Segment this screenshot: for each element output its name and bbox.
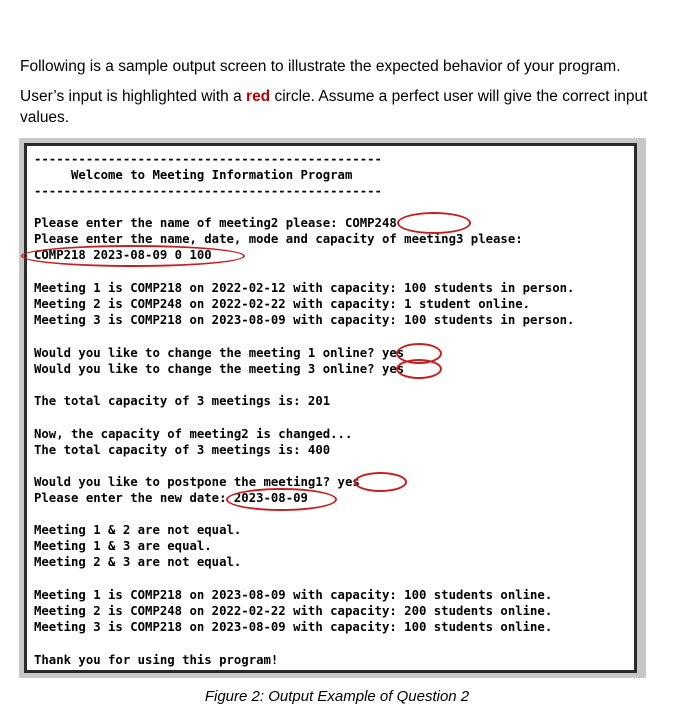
console-line: Thank you for using this program! bbox=[34, 653, 279, 667]
console-line: Meeting 1 is COMP218 on 2023-08-09 with capacity: 100 students online. bbox=[34, 588, 553, 602]
intro-text-after: circle. Assume a perfect user will give the correct input values. bbox=[20, 88, 648, 126]
console-line: COMP218 2023-08-09 0 100 bbox=[34, 248, 212, 262]
console-line: The total capacity of 3 meetings is: 201 bbox=[34, 394, 331, 408]
console-line: Meeting 1 & 3 are equal. bbox=[34, 539, 212, 553]
console-line: Would you like to change the meeting 1 online? yes bbox=[34, 346, 405, 360]
console-line: Would you like to change the meeting 3 online? yes bbox=[34, 362, 405, 376]
console-line: Please enter the name of meeting2 please: COMP248 bbox=[34, 216, 397, 230]
console-line: Please enter the new date: 2023-08-09 bbox=[34, 491, 308, 505]
user-input-highlight bbox=[397, 212, 471, 234]
console-line: Meeting 2 is COMP248 on 2022-02-22 with capacity: 1 student online. bbox=[34, 297, 531, 311]
console-line: The total capacity of 3 meetings is: 400 bbox=[34, 443, 331, 457]
console-line: Welcome to Meeting Information Program bbox=[34, 168, 353, 182]
user-input-highlight bbox=[21, 245, 245, 267]
figure-caption: Figure 2: Output Example of Question 2 bbox=[204, 688, 470, 705]
console-line: Meeting 1 & 2 are not equal. bbox=[34, 523, 242, 537]
console-line: Meeting 2 & 3 are not equal. bbox=[34, 555, 242, 569]
console-line: ----------------------------------------------- bbox=[34, 184, 382, 198]
user-input-highlight bbox=[396, 359, 442, 379]
console-line: Meeting 3 is COMP218 on 2023-08-09 with capacity: 100 students online. bbox=[34, 620, 553, 634]
intro-text-before: User’s input is highlighted with a bbox=[20, 88, 247, 105]
user-input-highlight bbox=[226, 488, 337, 511]
user-input-highlight bbox=[354, 472, 407, 492]
console-line: Meeting 3 is COMP218 on 2023-08-09 with capacity: 100 students in person. bbox=[34, 313, 575, 327]
console-line: Meeting 2 is COMP248 on 2022-02-22 with capacity: 200 students online. bbox=[34, 604, 553, 618]
console-line: ----------------------------------------------- bbox=[34, 152, 382, 166]
red-word: red bbox=[246, 88, 271, 105]
intro-paragraph-1: Following is a sample output screen to illustrate the expected behavior of your program. bbox=[20, 58, 621, 75]
console-line: Please enter the name, date, mode and capacity of meeting3 please: bbox=[34, 232, 523, 246]
intro-paragraph-2 bbox=[20, 86, 650, 128]
console-line: Meeting 1 is COMP218 on 2022-02-12 with capacity: 100 students in person. bbox=[34, 281, 575, 295]
console-window bbox=[24, 143, 637, 673]
output-screenshot-frame bbox=[19, 138, 646, 678]
console-line: Would you like to postpone the meeting1? yes bbox=[34, 475, 360, 489]
console-line: Now, the capacity of meeting2 is changed... bbox=[34, 427, 353, 441]
